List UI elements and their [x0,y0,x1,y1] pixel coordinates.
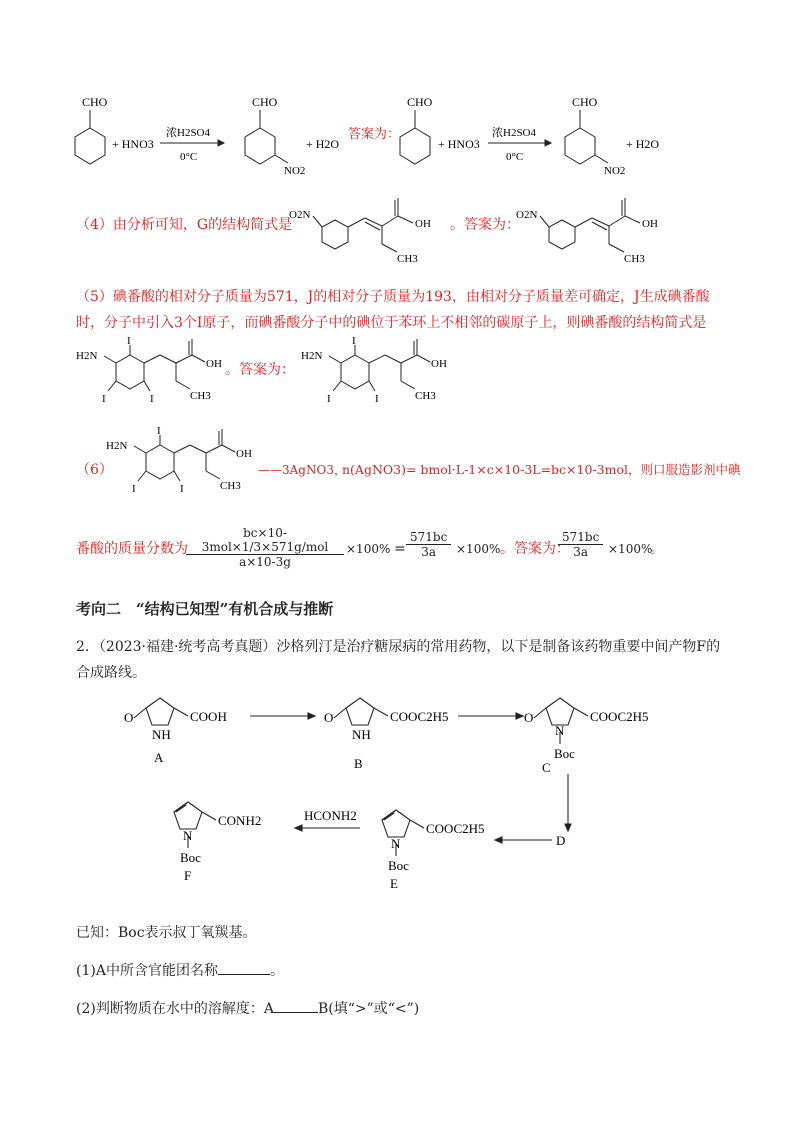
synthesis-route-svg [60,688,760,898]
simplified-fraction-2 [558,530,603,559]
q2-line1: 2．（2023·福建·统考高考真题）沙格列汀是治疗糖尿病的常用药物，以下是制备该药物重要中间产物F的 [76,639,721,655]
h2n-label-2: H2N [301,350,323,362]
i-label-1b: I [102,393,106,405]
part5-line2: 时，分子中引入3个I原子，而碘番酸分子中的碘位于苯环上不相邻的碳原子上，则碘番酸的结构简式是 [76,315,707,331]
sub1-suffix: 。 [269,963,284,979]
part4-answer: 。答案为： [450,217,520,233]
hconh2-reagent-label: HCONH2 [304,808,357,823]
part6-answer: 。答案为： [500,541,570,557]
sub1-prefix: (1)A中所含官能团名称 [76,963,218,979]
iopanoic-acid-structure-1 [70,335,250,415]
part6-label: （6） [76,462,113,478]
sub2-answer-blank[interactable] [274,998,318,1013]
c-n-label: N [555,723,565,738]
oh-label-4: OH [431,358,447,370]
iopanoic-acid-structure-3 [100,425,270,505]
pct-1: ×100% [346,542,391,556]
section-title: 考向二 “结构已知型”有机合成与推断 [76,600,334,618]
ch3-label-1: CH3 [397,253,418,265]
part6-line2-prefix: 番酸的质量分数为 [76,541,188,557]
oh-label-1: OH [415,218,431,230]
simp-den-2: 3a [573,545,589,559]
ch3-label-2: CH3 [624,253,645,265]
part5-line1: （5）碘番酸的相对分子质量为571，J的相对分子质量为193，由相对分子质量差可确定，J生成碘番酸 [76,289,710,305]
c-boc-label: Boc [554,746,575,761]
h2n-label-3: H2N [106,440,128,452]
c-ester-label: COOC2H5 [590,709,649,724]
part4-text: （4）由分析可知，G的结构简式是 [76,217,293,233]
a-nh-label: NH [152,727,171,742]
reagent-bottom-1: 0°C [180,151,198,163]
part4-row [60,192,760,272]
part6-n-expr: n(AgNO3)= bmol·L-1×c×10-3L=bc×10-3mol，则口服造影剂中碘 [342,462,741,477]
simp-num-1: 571bc [406,530,451,545]
c-o-label: O [524,710,534,725]
ch3-label-5: CH3 [220,480,241,492]
f-n-label: N [183,828,193,843]
oh-label-5: OH [236,448,252,460]
part5-answer: 。答案为： [225,362,295,378]
compound-f-label: F [184,868,192,883]
eq-sign: = [394,541,406,557]
h2n-label-1: H2N [76,350,98,362]
i-label-3b: I [132,483,136,495]
mass-fraction-fraction [186,526,344,569]
oh-label-3: OH [206,358,222,370]
e-boc-label: Boc [388,858,409,873]
iopanoic-acid-structure-2 [295,335,475,415]
frac-denominator: a×10-3g [239,555,291,569]
pct-2: ×100% [456,542,501,556]
reagent-bottom-2: 0°C [506,151,524,163]
nitration-reaction-svg [60,88,760,178]
b-o-label: O [324,710,334,725]
compound-d-label: D [556,833,566,848]
simp-num-2: 571bc [558,530,603,545]
ch3-label-4: CH3 [415,390,436,402]
i-label-1a: I [127,335,131,347]
part6-relation: ——3AgNO3， [258,463,346,477]
part6-end: 。 [650,541,664,557]
e-n-label: N [391,836,401,851]
i-label-3a: I [157,425,161,437]
i-label-2b: I [327,393,331,405]
g-structure-1 [285,192,455,272]
sub2-suffix: B(填“>”或“<”) [317,1001,420,1017]
a-cooh-label: COOH [190,709,227,724]
simplified-fraction-1 [406,530,451,559]
known-note: 已知：Boc表示叔丁氧羰基。 [76,925,257,941]
answer-label-top: 答案为： [348,126,401,141]
i-label-3c: I [180,483,184,495]
synthesis-route [60,688,760,898]
pct-3: ×100% [608,542,653,556]
frac-numerator: bc×10-3mol×1/3×571g/mol [186,526,344,555]
a-o-label: O [124,710,134,725]
sub1-answer-blank[interactable] [218,960,270,975]
compound-a-label: A [154,750,164,765]
sub-question-1 [76,960,284,982]
g-structure-2 [512,192,702,272]
sub-question-2 [76,998,419,1020]
i-label-2c: I [375,393,379,405]
i-label-1c: I [150,393,154,405]
no2-label-2: NO2 [604,165,626,177]
reaction-row-top [60,88,760,178]
q2-line2: 合成路线。 [76,665,146,681]
b-nh-label: NH [352,727,371,742]
no2-label-1: NO2 [284,165,306,177]
ch3-label-3: CH3 [190,390,211,402]
reagent-top-2: 浓H2SO4 [492,127,537,139]
cho-label-1: CHO [82,95,108,109]
sub2-prefix: (2)判断物质在水中的溶解度：A [76,1001,274,1017]
hno3-label-2: + HNO3 [438,137,480,151]
part6-row [60,425,760,505]
hno3-label-1: + HNO3 [112,137,154,151]
b-ester-label: COOC2H5 [390,709,449,724]
f-boc-label: Boc [180,850,201,865]
water-label-1: + H2O [306,137,340,151]
part5-structures [60,335,760,415]
reagent-top-1: 浓H2SO4 [166,127,211,139]
cho-label-2: CHO [252,95,278,109]
cho-label-3: CHO [407,95,433,109]
i-label-2a: I [352,335,356,347]
compound-b-label: B [354,756,363,771]
oh-label-2: OH [642,218,658,230]
compound-c-label: C [542,760,551,775]
part6-line2 [76,520,776,580]
cho-label-4: CHO [572,95,598,109]
o2n-label-2: O2N [516,209,538,221]
water-label-2: + H2O [626,137,660,151]
o2n-label-1: O2N [289,209,311,221]
e-ester-label: COOC2H5 [426,821,485,836]
simp-den-1: 3a [421,545,437,559]
f-conh2-label: CONH2 [218,813,262,828]
compound-e-label: E [390,876,398,891]
